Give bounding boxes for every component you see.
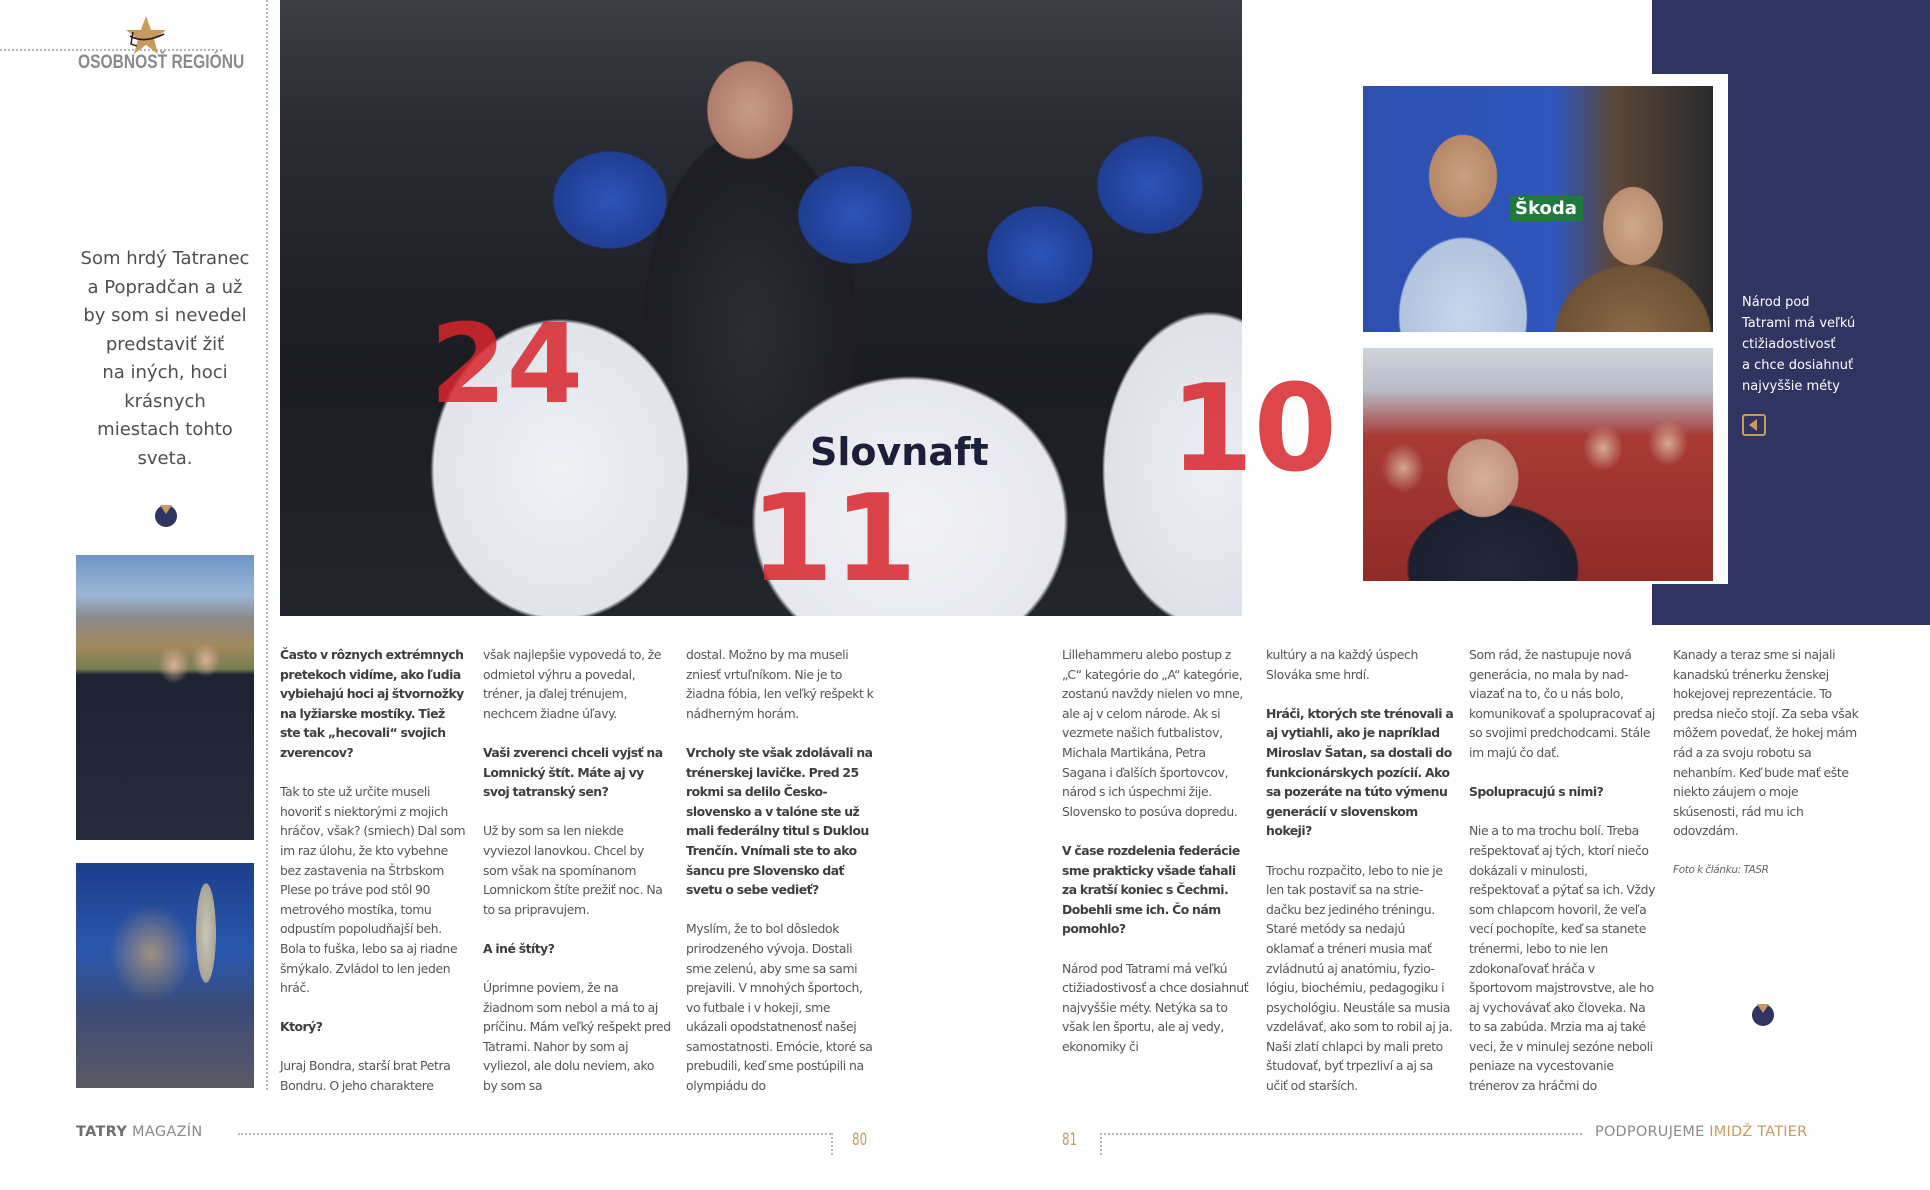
pull-quote-line: predstaviť žiť — [105, 333, 225, 355]
interview-question: Spolupracujú s nimi? — [1469, 784, 1604, 800]
interview-answer: Trochu rozpačito, lebo to nie je len tak postaviť sa na striedačku bez jediného tréningu. Staré metódy sa nedajú oklamať a tréneri musia mať zvládnutú aj anatómiu, fyziológiu, biochémiu, pedagogiku i psychológiu. Neustále sa musia vzdelávať, ako som to robil aj ja. Naši zlatí chlapci by mali preto študovať, byť trpezliví a aj sa učiť od starších. — [1266, 862, 1453, 1094]
article-end-mark-icon — [1752, 1004, 1774, 1026]
pull-quote-line: by som si nevedel — [83, 305, 247, 326]
interview-answer: Som rád, že nastupuje nová generácia, no mala by nadviazať na to, čo u nás bolo, komunikovať a spolupracovať aj so svojimi predchodcami. Stále im majú čo dať. — [1469, 647, 1656, 760]
jersey-number: 11 — [750, 470, 917, 609]
interview-answer: však najlepšie vypovedá to, že odmietol výhru a povedal, tréner, ja ďalej trénujem, nechcem žiadne úľavy. — [483, 647, 662, 721]
article-column — [686, 645, 874, 1115]
caption-line: najvyššie méty — [1742, 379, 1840, 394]
photo-caption — [1742, 292, 1892, 397]
footer-dotted-rule — [1100, 1133, 1582, 1135]
interview-question: Vrcholy ste však zdolávali na trénerskej lavičke. Pred 25 rokmi sa delilo Československo a v talóne ste už mali federálny titul s Duklou Trenčín. Vnímali ste to ako šancu pre Slovensko dať svetu o sebe vedieť? — [686, 744, 873, 898]
night-town-photo — [76, 863, 254, 1088]
interview-question: Vaši zverenci chceli vyjsť na Lomnický štít. Máte aj vy svoj tatranský sen? — [483, 744, 663, 800]
jersey-number: 10 — [1170, 360, 1337, 499]
interview-answer: Juraj Bondra, starší brat Petra Bondru. O jeho charaktere — [280, 1058, 451, 1094]
interview-question: V čase rozdelenia federácie sme prakticky všade ťahali za kratší koniec s Čechmi. Dobehli sme ich. Čo nám pomohlo? — [1062, 842, 1240, 937]
caption-line: ctižiadostivosť — [1742, 337, 1836, 352]
article-column — [1469, 645, 1657, 1115]
jersey-number: 24 — [430, 300, 584, 428]
interview-answer: Nie a to ma trochu bolí. Treba rešpektovať aj tých, ktorí niečo dokázali v minulosti, rešpektovať a pýtať sa ich. Vždy som chlapcom hovoril, že veľa vecí pochopíte, keď sa stanete trénermi, lebo to nie len zdokonaľovať hráča v športovom majstrovstve, ale ho aj vychovávať ako človeka. Na to sa zabúda. Mrzia ma aj také veci, že v minulej sezóne neboli peniaze na vycestovanie trénerov za hráčmi do — [1469, 823, 1656, 1094]
pull-quote-line: miestach tohto — [97, 419, 233, 440]
pull-quote-line: sveta. — [137, 447, 193, 469]
interview-answer: Už by som sa len niekde vyviezol lanovkou. Chcel by som však na spomínanom Lomnickom štíte prežiť noc. Na to sa pripravujem. — [483, 823, 663, 917]
back-arrow-icon[interactable] — [1742, 414, 1766, 436]
footer-dotted-tick — [831, 1133, 833, 1155]
interview-question: Hráči, ktorých ste trénovali a aj vytiahli, ako je napríklad Miroslav Šatan, sa dostali do funkcionárskych pozícií. Ako sa pozeráte na túto výmenu generácií v slovenskom hokeji? — [1266, 705, 1454, 839]
article-column — [483, 645, 671, 1115]
caption-line: Národ pod — [1742, 295, 1810, 310]
caption-line: a chce dosiahnuť — [1742, 358, 1854, 373]
photo-credit: Foto k článku: TASR — [1673, 863, 1769, 876]
interview-answer: Úprimne poviem, že na žiadnom som nebol a má to aj príčinu. Mám veľký rešpekt pred Tatrami. Nahor by som aj vyliezol, ale dolu neviem, ako by som sa — [483, 980, 671, 1094]
article-column — [1673, 645, 1861, 900]
magazine-brand — [76, 1124, 203, 1140]
caption-line: Tatrami má veľkú — [1742, 316, 1856, 331]
section-title: OSOBNOSŤ REGIÓNU — [78, 52, 245, 73]
page-number-left: 80 — [852, 1130, 868, 1150]
interview-question: A iné štíty? — [483, 940, 555, 956]
interview-question: Často v rôznych extrémnych pretekoch vidíme, ako ľudia vybiehajú hoci aj štvornožky na lyžiarske mostíky. Tiež ste tak „hecovali“ svojich zverencov? — [280, 647, 464, 760]
interview-answer: Myslím, že to bol dôsledok prirodzeného vývoja. Dostali sme zelenú, aby sme sa sami prejavili. V mnohých športoch, vo futbale i v hokeji, sme ukázali opodstatnenosť našej samostatnosti. Emócie, ktoré sa prebudili, keď sme postúpili na olympiádu do — [686, 921, 873, 1094]
footer-slogan — [1595, 1124, 1807, 1140]
slogan-accent: IMIDŽ TATIER — [1709, 1124, 1808, 1140]
interview-answer: Tak to ste už určite museli hovoriť s niektorými z mojich hráčov, však? (smiech) Dal som im raz úlohu, že kto vybehne bez zastavenia na Štrbskom Plese po tráve pod stôl 90 metrového mostíka, tomu odpustím popoludňajší beh. Bola to fuška, lebo sa aj riadne šmýkalo. Zvládol to len jeden hráč. — [280, 784, 466, 996]
article-column — [1062, 645, 1250, 1076]
article-column — [280, 645, 468, 1115]
article-column — [1266, 645, 1454, 1115]
jersey-brand: Slovnaft — [810, 430, 989, 474]
hockey-team-photo — [280, 0, 1337, 616]
pull-quote-line: a Popradčan a už — [87, 276, 243, 298]
coach-with-player-photo — [1363, 86, 1713, 332]
sponsor-sign: Škoda — [1509, 196, 1583, 221]
interview-question: Ktorý? — [280, 1019, 323, 1035]
interview-answer: Národ pod Tatrami má veľkú ctižiadostivosť a chce dosiahnuť najvyššie méty. Netýka sa to však len športu, ale aj vedy, ekonomiky či — [1062, 960, 1249, 1054]
footer-dotted-tick — [1100, 1133, 1102, 1155]
slogan-text: PODPORUJEME — [1595, 1124, 1705, 1140]
brand-light: MAGAZÍN — [132, 1124, 203, 1140]
footer-dotted-rule — [238, 1133, 831, 1135]
pull-quote-line: Som hrdý Tatranec — [80, 248, 250, 269]
family-mountain-photo — [76, 555, 254, 840]
interview-answer: kultúry a na každý úspech Slováka sme hrdí. — [1266, 647, 1418, 682]
navy-panel-bottom — [1686, 593, 1930, 625]
pull-quote-line: na iných, hoci — [102, 362, 228, 383]
column-divider — [266, 0, 268, 1090]
interview-answer: Lillehammeru alebo postup z „C“ kategórie do „A“ kategórie, zostanú navždy nielen vo mne, ale aj v celom národe. Ak si vezmete našich futbalistov, Michala Martikána, Petra Sagana i ďalších športovcov, národ s ich úspechmi žije. Slovensko to posúva dopredu. — [1062, 647, 1244, 819]
interview-answer: dostal. Možno by ma museli zniesť vrtuľníkom. Nie je to žiadna fóbia, len veľký rešpekt k nádherným horám. — [686, 647, 874, 721]
page-number-right: 81 — [1062, 1130, 1078, 1150]
section-end-mark-icon — [155, 505, 177, 527]
navy-panel-corner — [1660, 593, 1686, 625]
pull-quote-line: krásnych — [124, 390, 206, 412]
header-dotted-rule — [0, 49, 222, 51]
brand-bold: TATRY — [76, 1124, 128, 1140]
interview-answer: Kanady a teraz sme si najali kanadskú trénerku ženskej hokejovej reprezentácie. To predsa niečo stojí. Za seba však môžem povedať, že hokej mám rád a za svoju robotu sa nehanbím. Keď bude mať ešte niekto záujem o moje skúsenosti, rád mu ich odovzdám. — [1673, 647, 1859, 839]
pull-quote — [75, 245, 255, 473]
team-celebration-photo — [1363, 348, 1713, 581]
